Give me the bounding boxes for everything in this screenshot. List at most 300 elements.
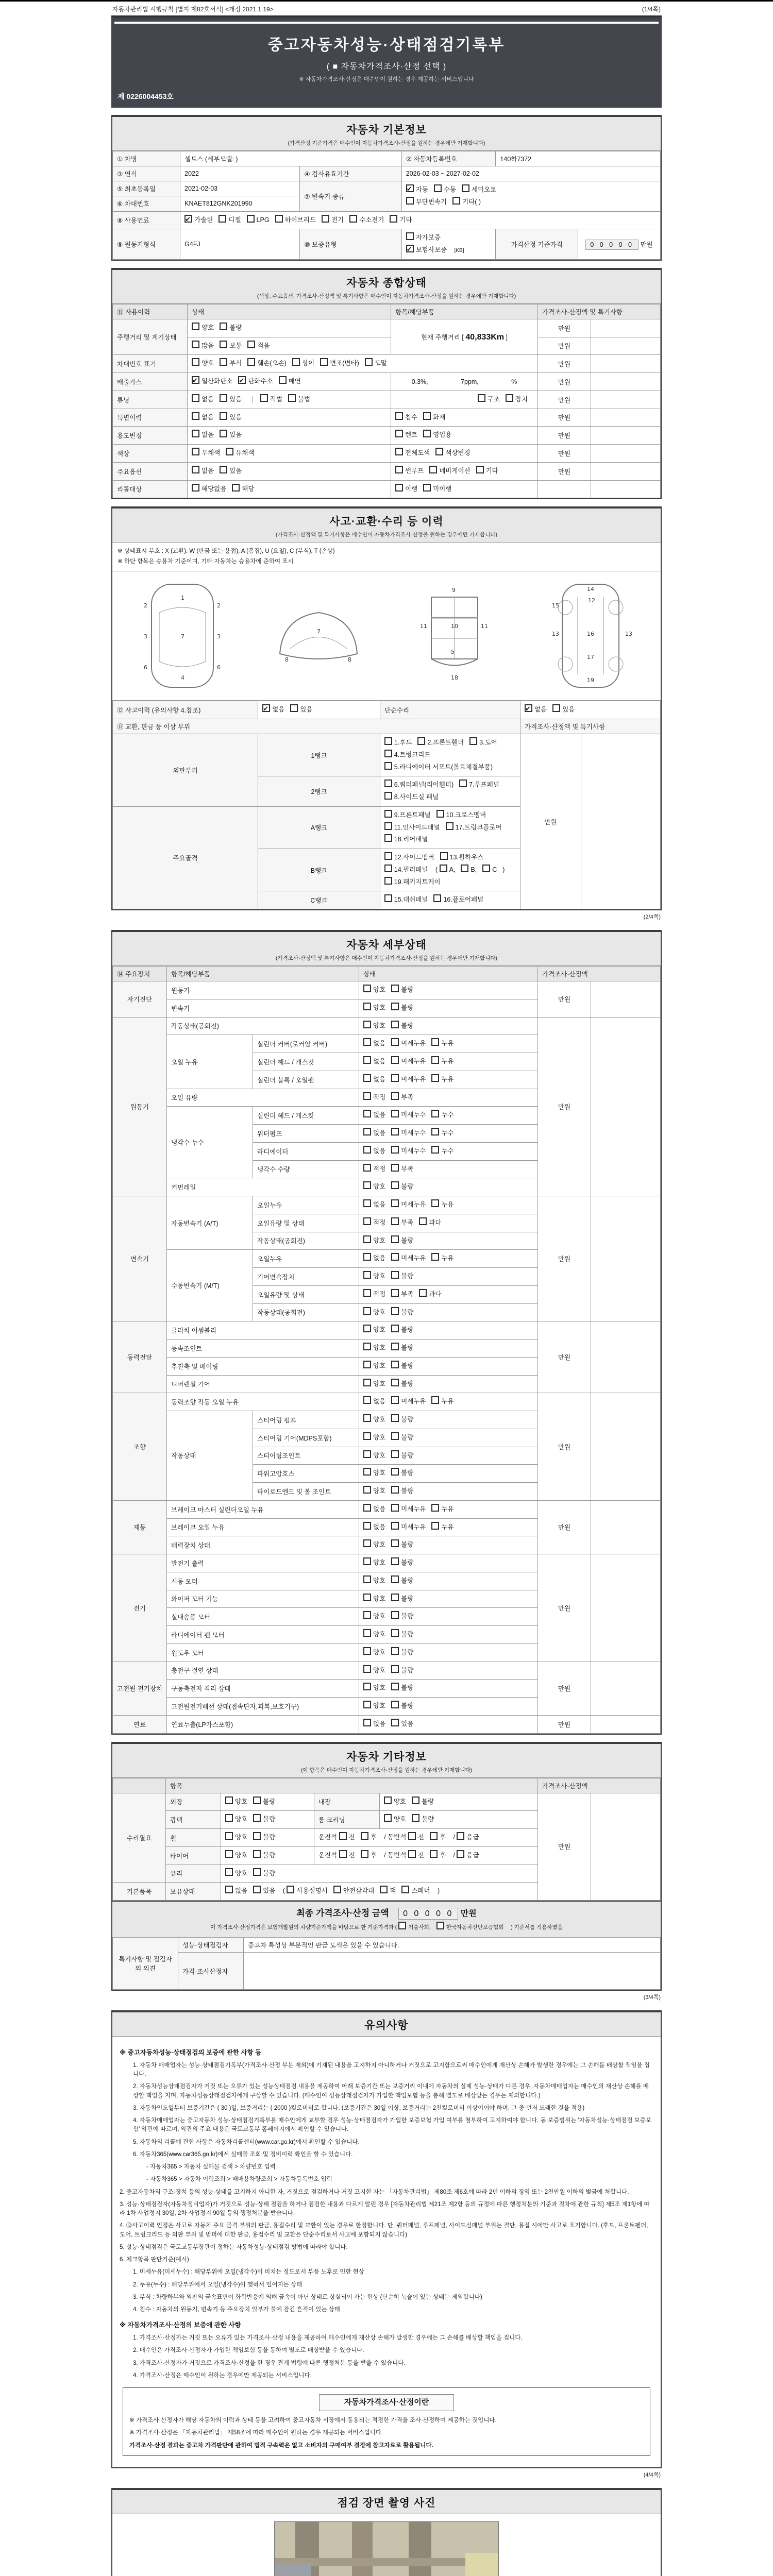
checkbox-icon <box>391 1110 399 1117</box>
note-cell <box>591 391 661 409</box>
final-price-value: 0 0 0 0 0 <box>398 1908 458 1920</box>
sub-item-label: 스티어링조인트 <box>253 1447 359 1465</box>
pillar-sub: ( A, B, C ) <box>435 866 505 873</box>
price-cell: 만원 <box>538 1793 591 1901</box>
simple-repair-label: 단순수리 <box>380 701 520 719</box>
checkbox-label: 수소전기 <box>359 216 384 224</box>
status-options <box>359 1142 538 1160</box>
checkbox-icon <box>363 1432 371 1440</box>
repair-group-label: 수리필요 <box>113 1793 166 1883</box>
checkbox <box>419 1289 441 1301</box>
checkbox-icon <box>476 466 484 473</box>
checkbox-icon <box>253 1832 261 1840</box>
checkbox-checked <box>406 184 428 196</box>
status-options <box>359 981 538 999</box>
table-row <box>113 1953 661 1990</box>
checkbox <box>292 358 314 370</box>
checkbox <box>431 1038 453 1050</box>
svg-text:19: 19 <box>587 677 594 684</box>
model-year-value: 2022 <box>180 166 300 181</box>
checkbox-label: 있음 <box>229 413 242 421</box>
item-label: 실내송풍 모터 <box>167 1608 359 1626</box>
item-label: 구동축전지 격리 상태 <box>167 1680 359 1698</box>
status-options <box>188 337 391 355</box>
checkbox-label: 12.사이드멤버 <box>394 854 434 861</box>
opinions-table <box>112 1937 661 1990</box>
table-row <box>113 211 661 229</box>
checkbox-label: 부족 <box>401 1290 414 1298</box>
checkbox-label: 양호 <box>373 1273 386 1280</box>
checkbox-icon <box>363 1701 371 1708</box>
checkbox-icon <box>391 1647 399 1655</box>
checkbox <box>363 1289 385 1301</box>
checkbox <box>461 864 477 876</box>
column-header: 가격조사·산정액 <box>538 1778 661 1793</box>
checkbox <box>363 1682 385 1694</box>
section-subtitle: (가격조사·산정액 및 특기사항은 매수인이 자동차가격조사·산정을 원하는 경우에만 기재합니다) <box>276 955 497 962</box>
simple-repair-options <box>520 701 661 719</box>
item-label: 추진축 및 베어링 <box>167 1357 359 1375</box>
checkbox-icon <box>440 865 447 872</box>
part-options <box>391 391 538 409</box>
checkbox-icon <box>391 1361 399 1368</box>
section-title: 점검 장면 촬영 사진 <box>337 2497 436 2510</box>
checkbox-icon <box>391 1217 399 1225</box>
checkbox <box>363 1181 385 1193</box>
checkbox-icon <box>363 1522 371 1530</box>
checkbox-icon <box>391 1522 399 1530</box>
row-label: 주행거리 및 계기상태 <box>113 319 188 355</box>
frame-label: 주요골격 <box>113 806 258 909</box>
notice-line: 5. 자동차의 리콜에 관한 사항은 자동차리콜센터(www.car.go.kr)에서 확인할 수 있습니다. <box>133 2139 360 2145</box>
status-options <box>359 1178 538 1196</box>
checkbox-icon <box>431 1038 439 1046</box>
status-options <box>188 427 391 445</box>
text: ] <box>506 333 508 341</box>
sub-item-label: 타이로드엔드 및 볼 조인트 <box>253 1483 359 1501</box>
checkbox-label: 양호 <box>373 1684 386 1692</box>
sub-item-label: 파워고압호스 <box>253 1465 359 1483</box>
checkbox-label: 불량 <box>263 1816 276 1823</box>
checkbox-icon <box>401 1886 409 1893</box>
checkbox <box>391 1467 413 1480</box>
checkbox-label: 3.도어 <box>479 739 497 747</box>
checkbox-label: 불량 <box>401 986 414 994</box>
divider <box>114 22 659 24</box>
sub-item-label: 실린더 헤드 / 개스킷 <box>253 1053 359 1071</box>
checkbox-label: 미세누유 <box>401 1040 426 1047</box>
column-header: 가격조사·산정액 <box>538 967 661 981</box>
checkbox-label: 양호 <box>373 1559 386 1567</box>
checkbox <box>363 1217 385 1229</box>
note-cell <box>591 1196 661 1321</box>
checkbox <box>391 1521 426 1534</box>
checkbox <box>431 1109 453 1122</box>
checkbox <box>220 465 242 478</box>
note-cell <box>591 373 661 391</box>
notice-line: 2. 누유(누수) : 해당부위에서 오일(냉각수)이 맺혀서 떨어지는 상태 <box>133 2281 303 2288</box>
sub-item-label: 실린더 커버(로커암 커버) <box>253 1035 359 1053</box>
checkbox-label: 적정 <box>373 1093 386 1101</box>
checkbox-icon <box>363 1504 371 1512</box>
checkbox-icon <box>384 779 392 787</box>
checkbox-icon <box>391 1719 399 1726</box>
checkbox <box>478 394 500 406</box>
checkbox-label: 누유 <box>441 1255 454 1262</box>
tire-positions <box>314 1846 537 1865</box>
checkbox-label: 누유 <box>441 1398 454 1405</box>
wheel-positions <box>314 1829 537 1847</box>
checkbox-label: 불량 <box>401 1183 414 1191</box>
svg-text:8: 8 <box>285 656 289 664</box>
checkbox <box>363 1038 385 1050</box>
table-row <box>113 445 661 463</box>
checkbox-icon <box>363 1629 371 1637</box>
checkbox-label: 불량 <box>401 1702 414 1710</box>
checkbox <box>320 358 359 370</box>
checkbox <box>363 1307 385 1319</box>
sub-item-label: 실린더 블록 / 오일팬 <box>253 1071 359 1089</box>
checkbox-label: 2.프론트휀더 <box>427 739 464 747</box>
checkbox-icon <box>431 1110 439 1117</box>
checkbox-icon <box>220 341 227 348</box>
checkbox-icon <box>395 448 403 455</box>
checkbox-icon <box>192 323 199 330</box>
checkbox-label: 양호 <box>373 1487 386 1495</box>
fuel-options <box>180 211 661 229</box>
field-label: ⑧ 사용연료 <box>113 211 180 229</box>
checkbox-icon <box>436 1922 444 1929</box>
accident-history-label: ⑫ 사고이력 (유의사항 4.참조) <box>113 701 258 719</box>
checkbox-icon <box>391 1289 399 1297</box>
checkbox-label: 없음 <box>373 1255 386 1262</box>
checkbox-label: 있음 <box>229 467 242 474</box>
checkbox-label: 양호 <box>373 1702 386 1710</box>
checkbox-icon <box>391 1468 399 1476</box>
page-subtitle: ( ■ 자동차가격조사·산정 선택 ) <box>326 62 447 71</box>
checkbox-icon <box>384 834 392 842</box>
checkbox-icon <box>363 1594 371 1601</box>
checkbox-label: 없음 <box>373 1111 386 1119</box>
car-name-value: 셀토스 (세부모델: ) <box>180 151 402 166</box>
checkbox-label: 네비게이션 <box>439 467 470 474</box>
checkbox <box>220 340 242 352</box>
checkbox-label: 양호 <box>373 1380 386 1387</box>
checkbox-label: 8.사이드실 패널 <box>394 793 439 801</box>
checkbox-icon <box>391 1396 399 1404</box>
checkbox-label: 양호 <box>373 1183 386 1191</box>
checkbox-label: 불량 <box>401 1684 414 1692</box>
checkbox <box>363 1002 385 1014</box>
part-options <box>391 445 538 463</box>
status-options <box>359 1590 538 1608</box>
checkbox-icon <box>391 1611 399 1619</box>
checkbox-label: 양호 <box>201 360 214 367</box>
checkbox-label: 양호 <box>373 1666 386 1674</box>
status-options <box>188 445 391 463</box>
checkbox <box>363 1593 385 1605</box>
row-label: 보유상태 <box>166 1883 221 1901</box>
device-group-label: 전기 <box>113 1554 167 1662</box>
checkbox-icon <box>391 1128 399 1136</box>
price-cell: 만원 <box>538 462 591 480</box>
notice-line: 4. 자동차매매업자는 중고자동차 성능·상태점검기록부를 매수인에게 교부할 경우 성능·상태점검자가 가입한 보증보험 가입 여부를 첨부하여 고지하여야 합니다. 동 보증범위는 '자동차성능·상태점검 보증보험' 약관에 따르며, 약관의 주요 내용은 국토교통부 홈페이지에서 확인할 수 있습니다. <box>133 2117 652 2133</box>
svg-text:11: 11 <box>481 623 488 630</box>
checkbox-label: 응급 <box>466 1834 479 1841</box>
checkbox <box>391 1056 426 1068</box>
info-box-title: 자동차가격조사·산정이란 <box>319 2394 454 2411</box>
price-cell: 만원 <box>538 391 591 409</box>
checkbox-icon <box>363 1110 371 1117</box>
table-row <box>113 1393 661 1411</box>
text: / <box>453 1834 455 1841</box>
text: / 동반석 <box>384 1834 407 1841</box>
checkbox-label: 기타( ) <box>462 198 481 206</box>
checkbox <box>552 704 575 716</box>
section-overall-state <box>111 268 662 500</box>
status-options <box>359 1160 538 1178</box>
checkbox <box>431 1145 453 1158</box>
price-cell: 만원 <box>538 1017 591 1196</box>
checkbox-label: 없음 <box>373 1720 386 1727</box>
price-cell: 만원 <box>538 1662 591 1715</box>
checkbox-icon <box>431 1074 439 1082</box>
checkbox-label: 기술사회, <box>408 1924 431 1931</box>
checkbox <box>431 1521 453 1534</box>
checkbox <box>384 822 440 834</box>
exchange-section-label: ⑬ 교환, 판금 등 이상 부위 <box>113 719 520 734</box>
checkbox-label: 탄화수소 <box>248 378 273 385</box>
status-options <box>359 1626 538 1644</box>
checkbox-icon <box>440 852 448 860</box>
car-top-view-diagram <box>123 577 242 695</box>
sub-item-label: 스티어링 기어(MDPS포함) <box>253 1429 359 1447</box>
status-options <box>188 409 391 427</box>
checkbox-label: 양호 <box>373 1344 386 1352</box>
checkbox <box>363 1503 385 1516</box>
svg-text:7: 7 <box>317 628 321 635</box>
rank-label: C랭크 <box>258 891 380 909</box>
column-header: 항목/해당부품 <box>167 967 359 981</box>
notice-line: - 자동차365 > 자동차 실매물 검색 > 차량번호 입력 <box>146 2164 276 2171</box>
checkbox-label: 불량 <box>401 1362 414 1369</box>
base-price-value <box>578 229 660 260</box>
svg-text:1: 1 <box>181 595 184 602</box>
checkbox <box>391 1145 426 1158</box>
checkbox-icon <box>391 1575 399 1583</box>
checkbox <box>363 1521 385 1534</box>
checkbox <box>363 1611 385 1623</box>
checkbox-label: 양호 <box>373 1308 386 1316</box>
table-row <box>113 1662 661 1680</box>
device-group-label: 자기진단 <box>113 981 167 1018</box>
checkbox-label: 후 <box>370 1834 377 1841</box>
status-options <box>359 1698 538 1716</box>
checkbox <box>391 1342 413 1354</box>
page-marker-2: (2/4쪽) <box>643 914 661 921</box>
checkbox-label: LPG <box>256 216 270 224</box>
checkbox-icon <box>391 1271 399 1279</box>
checkbox-label: 미세누유 <box>401 1075 426 1083</box>
checkbox <box>339 1850 355 1862</box>
checkbox <box>290 704 312 716</box>
section-photos <box>111 2488 662 2576</box>
table-row <box>113 1554 661 1572</box>
checkbox-label: 18.리어패널 <box>394 836 428 843</box>
car-underbody-diagram <box>531 577 650 695</box>
sub-item-label: 작동상태(공회전) <box>253 1232 359 1250</box>
checkbox-label: 불량 <box>401 1022 414 1029</box>
checkbox <box>406 196 447 209</box>
checkbox <box>363 1485 385 1498</box>
checkbox-icon <box>225 1868 233 1876</box>
checkbox-icon <box>260 394 268 402</box>
section-title: 자동차 기타정보 <box>346 1751 427 1763</box>
checkbox <box>417 737 464 749</box>
checkbox-icon <box>398 1922 406 1929</box>
checkbox <box>363 1252 385 1265</box>
warranty-options <box>401 229 496 260</box>
checkbox-label: 불량 <box>401 1487 414 1495</box>
status-options <box>359 1375 538 1393</box>
checkbox-label: 미세누유 <box>401 1505 426 1513</box>
checkbox-icon <box>459 779 467 787</box>
checkbox <box>363 1557 385 1569</box>
checkbox <box>253 1868 275 1880</box>
text: 이 가격조사·산정가격은 보험개발원의 차량기준가액을 바탕으로 한 기준가격과 ( <box>210 1924 397 1931</box>
status-options <box>359 1518 538 1536</box>
checkbox-icon <box>446 822 453 830</box>
checkbox <box>391 1324 413 1336</box>
checkbox-label: 썬루프 <box>405 467 424 474</box>
price-cell: 만원 <box>538 427 591 445</box>
checkbox-icon <box>391 1450 399 1458</box>
checkbox <box>363 1074 385 1086</box>
checkbox-icon <box>220 394 227 402</box>
checkbox <box>247 340 270 352</box>
column-header: 항목/해당부품 <box>391 304 538 319</box>
checkbox <box>339 1832 355 1844</box>
checkbox-icon <box>363 1307 371 1315</box>
checkbox-icon <box>395 430 403 437</box>
outer-panel-label: 외판부위 <box>113 734 258 807</box>
checkbox-icon <box>192 430 199 437</box>
checkbox-icon <box>423 484 431 492</box>
checkbox <box>384 791 439 804</box>
checkbox-icon <box>391 1665 399 1673</box>
checkbox-icon <box>391 1038 399 1046</box>
checkbox <box>225 1796 247 1808</box>
table-row <box>113 981 661 999</box>
checkbox <box>253 1885 275 1897</box>
row-label: 외장 <box>166 1793 221 1811</box>
item-label: 원동기 <box>167 981 359 999</box>
checkbox-label: 4.트렁크리드 <box>394 751 431 758</box>
text: / 동반석 <box>384 1851 407 1859</box>
checkbox <box>219 214 241 227</box>
checkbox-label: 불량 <box>401 1273 414 1280</box>
checkbox <box>275 214 316 227</box>
checkbox <box>391 1611 413 1623</box>
item-label: 윈도우 모터 <box>167 1643 359 1662</box>
note-cell <box>591 1715 661 1733</box>
price-cell: 만원 <box>538 409 591 427</box>
checkbox-icon <box>363 1647 371 1655</box>
status-options <box>221 1811 314 1829</box>
basic-info-table <box>112 151 661 260</box>
svg-text:2: 2 <box>217 602 221 609</box>
checkbox-label: 적정 <box>373 1165 386 1173</box>
checkbox-label: 자동 <box>415 186 428 193</box>
column-header <box>113 1778 166 1793</box>
vin-value: KNAET812GNK201990 <box>180 196 300 211</box>
checkbox <box>391 1235 413 1247</box>
checkbox-label: 보통 <box>229 342 242 349</box>
checkbox <box>457 1850 479 1862</box>
note-cell <box>591 1393 661 1501</box>
checkbox-icon <box>431 1522 439 1530</box>
checkbox-icon <box>253 1797 261 1804</box>
device-group-label: 원동기 <box>113 1017 167 1196</box>
item-label: 커먼레일 <box>167 1178 359 1196</box>
checkbox-icon <box>384 877 392 885</box>
note-cell <box>591 355 661 373</box>
checkbox <box>398 1922 431 1933</box>
checkbox-icon <box>363 1539 371 1547</box>
checkbox-label: 장치 <box>515 395 528 403</box>
opinions-group-label: 특기사항 및 점검자의 의견 <box>113 1938 178 1990</box>
checkbox-icon <box>435 448 443 455</box>
checkbox <box>361 1850 377 1862</box>
note-cell <box>591 462 661 480</box>
checkbox-label: 많음 <box>201 342 214 349</box>
checkbox <box>363 1700 385 1713</box>
field-label: ⑤ 최초등록일 <box>113 181 180 196</box>
checkbox <box>220 358 242 370</box>
notice-line: ※ 중고자동차성능·상태점검의 보증에 관한 사항 등 <box>120 2049 262 2057</box>
checkbox-label: 양호 <box>373 1469 386 1477</box>
checkbox <box>423 429 451 442</box>
checkbox-icon <box>429 466 437 473</box>
checkbox-icon <box>391 1594 399 1601</box>
checkbox-label: 양호 <box>373 1004 386 1011</box>
price-cell: 만원 <box>538 319 591 337</box>
checkbox <box>433 894 483 906</box>
svg-text:8: 8 <box>348 656 351 664</box>
hc-value: 7ppm, <box>461 378 479 385</box>
checkbox-label: 해당없음 <box>201 485 227 493</box>
row-label: 타이어 <box>166 1846 221 1865</box>
status-options <box>359 1017 538 1035</box>
item-label: 수동변속기 (M/T) <box>167 1250 253 1321</box>
co-value: 0.3%, <box>411 378 428 385</box>
checkbox-label: 양호 <box>373 986 386 994</box>
checkbox <box>395 483 417 496</box>
checkbox-icon <box>253 1886 261 1893</box>
checkbox-icon <box>232 484 240 492</box>
field-label: ⑥ 차대번호 <box>113 196 180 211</box>
checkbox-icon <box>363 1021 371 1028</box>
row-label: 용도변경 <box>113 427 188 445</box>
checkbox-icon <box>431 1396 439 1404</box>
item-label: 오일 유량 <box>167 1089 359 1107</box>
table-row <box>113 409 661 427</box>
checkbox-icon <box>457 1850 464 1858</box>
checkbox <box>247 358 287 370</box>
table-row <box>113 1017 661 1035</box>
note-cell <box>591 409 661 427</box>
checkbox-icon <box>391 1253 399 1261</box>
